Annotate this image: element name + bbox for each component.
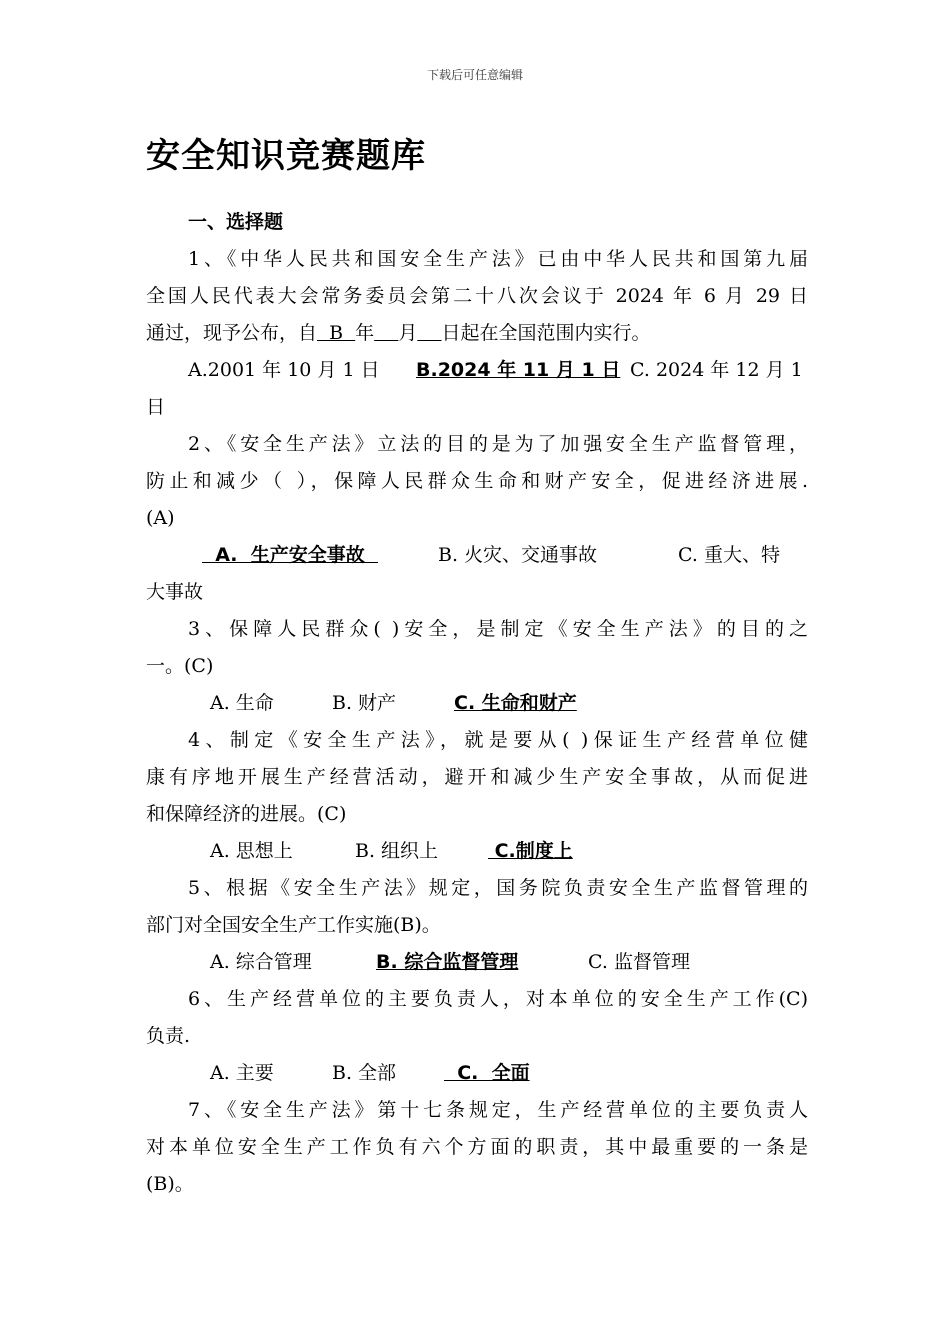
options-row <box>146 685 808 722</box>
text-segment: 年 <box>355 322 375 344</box>
text-segment: 月 <box>398 322 418 344</box>
option-b-correct: B. 综合监督管理 <box>376 951 519 973</box>
text-segment: 通过，现予公布，自 <box>146 322 318 344</box>
question-text: 一。(C) <box>146 655 214 677</box>
question-6 <box>146 981 808 1092</box>
answer-blank <box>417 322 441 344</box>
option-a: A. 综合管理 <box>210 951 312 973</box>
question-text: 日 <box>146 396 166 418</box>
options-row <box>146 352 808 389</box>
option-a: A. 生命 <box>210 692 274 714</box>
question-text: 3、保障人民群众( )安全，是制定《安全生产法》的目的之 <box>188 618 808 640</box>
question-text: 4、制定《安全生产法》，就是要从( )保证生产经营单位健 <box>188 729 808 751</box>
question-2 <box>146 426 808 611</box>
option-b: B. 全部 <box>332 1062 397 1084</box>
question-text: 全国人民代表大会常务委员会第二十八次会议于 2024 年 6 月 29 日 <box>146 285 808 307</box>
question-text: 负责. <box>146 1025 191 1047</box>
question-text: 7、《安全生产法》第十七条规定，生产经营单位的主要负责人 <box>188 1099 808 1121</box>
option-a-correct: A. 生产安全事故 <box>202 544 378 566</box>
question-text: 和保障经济的进展。(C) <box>146 803 347 825</box>
question-text: 5、根据《安全生产法》规定，国务院负责安全生产监督管理的 <box>188 877 808 899</box>
document-title: 安全知识竞赛题库 <box>146 136 426 176</box>
option-b: B. 组织上 <box>355 840 439 862</box>
option-b: B. 火灾、交通事故 <box>438 544 598 566</box>
option-c-correct: C. 生命和财产 <box>454 692 577 714</box>
option-a: A.2001 年 10 月 1 日 <box>188 359 380 381</box>
answer-blank: B <box>317 322 356 344</box>
option-c: C. 重大、特 <box>678 544 780 566</box>
option-b-correct: B.2024 年 11 月 1 日 <box>416 359 621 381</box>
question-7 <box>146 1092 808 1203</box>
answer-blank <box>374 322 398 344</box>
question-text: 对本单位安全生产工作负有六个方面的职责，其中最重要的一条是 <box>146 1136 808 1158</box>
question-3 <box>146 611 808 722</box>
question-list <box>146 204 808 1203</box>
option-c-correct: C.制度上 <box>488 840 573 862</box>
option-a: A. 主要 <box>210 1062 274 1084</box>
question-text <box>146 315 808 352</box>
page-header: 下载后可任意编辑 <box>426 68 523 82</box>
option-c-correct: C. 全面 <box>444 1062 530 1084</box>
options-row <box>146 1055 808 1092</box>
option-b: B. 财产 <box>332 692 397 714</box>
options-row <box>146 833 808 870</box>
option-c: C. 监督管理 <box>588 951 690 973</box>
section-heading: 一、选择题 <box>188 211 284 233</box>
question-text: (B)。 <box>146 1173 194 1195</box>
question-4 <box>146 722 808 870</box>
question-text: 康有序地开展生产经营活动，避开和减少生产安全事故，从而促进 <box>146 766 808 788</box>
options-row <box>146 944 808 981</box>
question-1 <box>146 241 808 426</box>
option-a: A. 思想上 <box>210 840 293 862</box>
option-c: C. 2024 年 12 月 1 <box>630 359 803 381</box>
question-text: 2、《安全生产法》立法的目的是为了加强安全生产监督管理， <box>188 433 808 455</box>
text-segment: 日起在全国范围内实行。 <box>441 322 651 344</box>
question-text: 6、生产经营单位的主要负责人，对本单位的安全生产工作(C) <box>188 988 808 1010</box>
question-text: 部门对全国安全生产工作实施(B)。 <box>146 914 441 936</box>
question-text: 大事故 <box>146 581 204 603</box>
options-row <box>146 537 808 574</box>
question-text: 防止和减少（ ），保障人民群众生命和财产安全，促进经济进展. <box>146 470 808 492</box>
question-text: 1、《中华人民共和国安全生产法》已由中华人民共和国第九届 <box>188 248 808 270</box>
question-text: (A) <box>146 507 175 529</box>
question-5 <box>146 870 808 981</box>
